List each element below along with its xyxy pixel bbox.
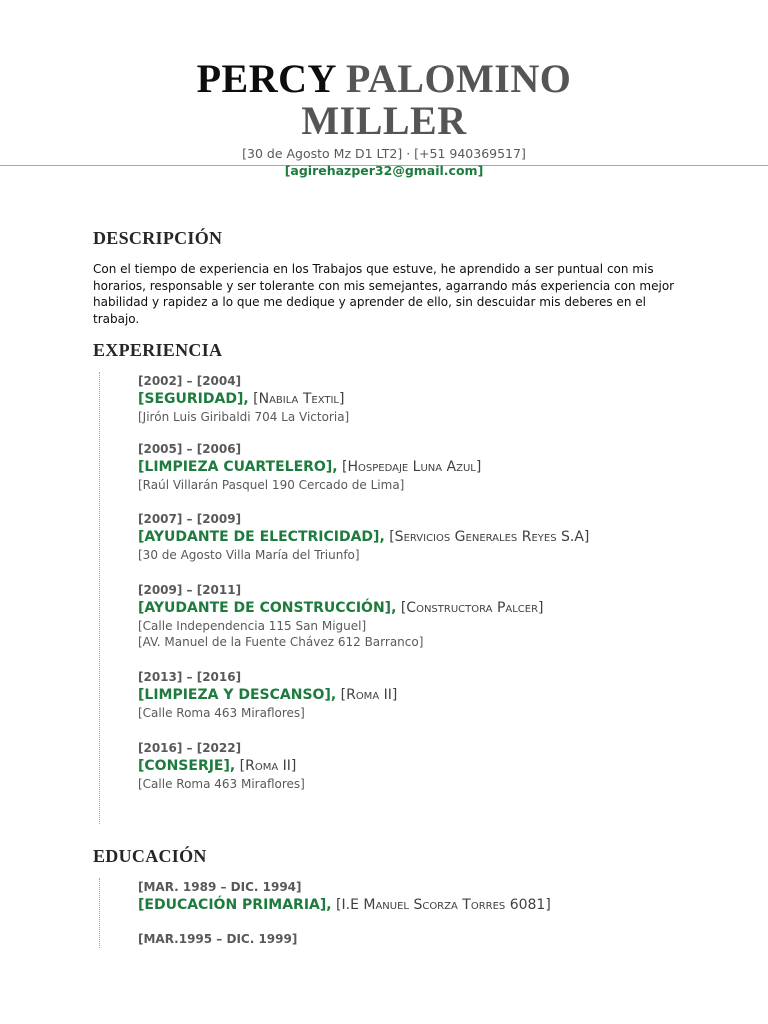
edu-dates: [MAR.1995 – DIC. 1999] (138, 932, 298, 946)
edu-headline (138, 895, 551, 915)
experience-item (138, 511, 589, 563)
experience-timeline (99, 372, 100, 824)
job-role: [LIMPIEZA Y DESCANSO], (138, 687, 337, 703)
section-title-education: EDUCACIÓN (93, 846, 207, 866)
last-name: PALOMINO (345, 56, 572, 101)
job-dates: [2002] – [2004] (138, 374, 242, 388)
job-company: [Hospedaje Luna Azul] (342, 459, 482, 475)
job-address: [Jirón Luis Giribaldi 704 La Victoria] (138, 410, 350, 424)
description-text: Con el tiempo de experiencia en los Trabajos que estuve, he aprendido a ser puntual con mis horarios, responsable y ser tolerante con mis semejantes, agarrando más experiencia con mejor habilidad y rapidez a lo que me dedique y aprender de ello, sin descuidar mis deberes en el trabajo. (93, 262, 675, 326)
job-dates: [2007] – [2009] (138, 512, 242, 526)
job-role: [LIMPIEZA CUARTELERO], (138, 459, 338, 475)
job-address: [Calle Independencia 115 San Miguel] (138, 619, 367, 633)
job-company: [Roma II] (239, 758, 297, 774)
job-dates: [2013] – [2016] (138, 670, 242, 684)
job-address-2: [AV. Manuel de la Fuente Chávez 612 Barranco] (138, 635, 424, 649)
job-headline (138, 685, 397, 705)
education-item (138, 931, 297, 947)
experience-item (138, 740, 305, 792)
job-headline (138, 457, 481, 477)
experience-item (138, 441, 481, 493)
job-role: [CONSERJE], (138, 758, 236, 774)
job-address: [Calle Roma 463 Miraflores] (138, 706, 305, 720)
first-name: PERCY (196, 56, 336, 101)
experience-item (138, 373, 349, 425)
job-role: [AYUDANTE DE CONSTRUCCIÓN], (138, 600, 397, 616)
job-dates: [2009] – [2011] (138, 583, 242, 597)
experience-item (138, 669, 397, 721)
job-role: [SEGURIDAD], (138, 391, 249, 407)
edu-dates: [MAR. 1989 – DIC. 1994] (138, 880, 302, 894)
edu-school: [I.E Manuel Scorza Torres 6081] (336, 897, 551, 913)
section-title-experience: EXPERIENCIA (93, 340, 223, 360)
job-dates: [2005] – [2006] (138, 442, 242, 456)
job-dates: [2016] – [2022] (138, 741, 242, 755)
education-item (138, 879, 551, 915)
job-address: [30 de Agosto Villa María del Triunfo] (138, 548, 360, 562)
job-headline (138, 389, 349, 409)
last-name-2: MILLER (301, 98, 467, 143)
edu-degree: [EDUCACIÓN PRIMARIA], (138, 897, 332, 913)
name-line-1 (0, 58, 768, 100)
job-headline (138, 598, 544, 618)
job-address: [Calle Roma 463 Miraflores] (138, 777, 305, 791)
education-timeline (99, 878, 100, 948)
job-address: [Raúl Villarán Pasquel 190 Cercado de Lima] (138, 478, 405, 492)
job-company: [Constructora Palcer] (400, 600, 544, 616)
job-headline (138, 756, 305, 776)
job-role: [AYUDANTE DE ELECTRICIDAD], (138, 529, 385, 545)
section-title-description: DESCRIPCIÓN (93, 228, 223, 248)
contact-info: [30 de Agosto Mz D1 LT2] · [+51 940369517] (242, 146, 526, 161)
resume-name (0, 58, 768, 142)
email-address: [agirehazper32@gmail.com] (284, 163, 484, 178)
job-company: [Roma II] (340, 687, 398, 703)
job-headline (138, 527, 589, 547)
job-company: [Servicios Generales Reyes S.A] (389, 529, 590, 545)
experience-item (138, 582, 544, 650)
job-company: [Nabila Textil] (253, 391, 345, 407)
